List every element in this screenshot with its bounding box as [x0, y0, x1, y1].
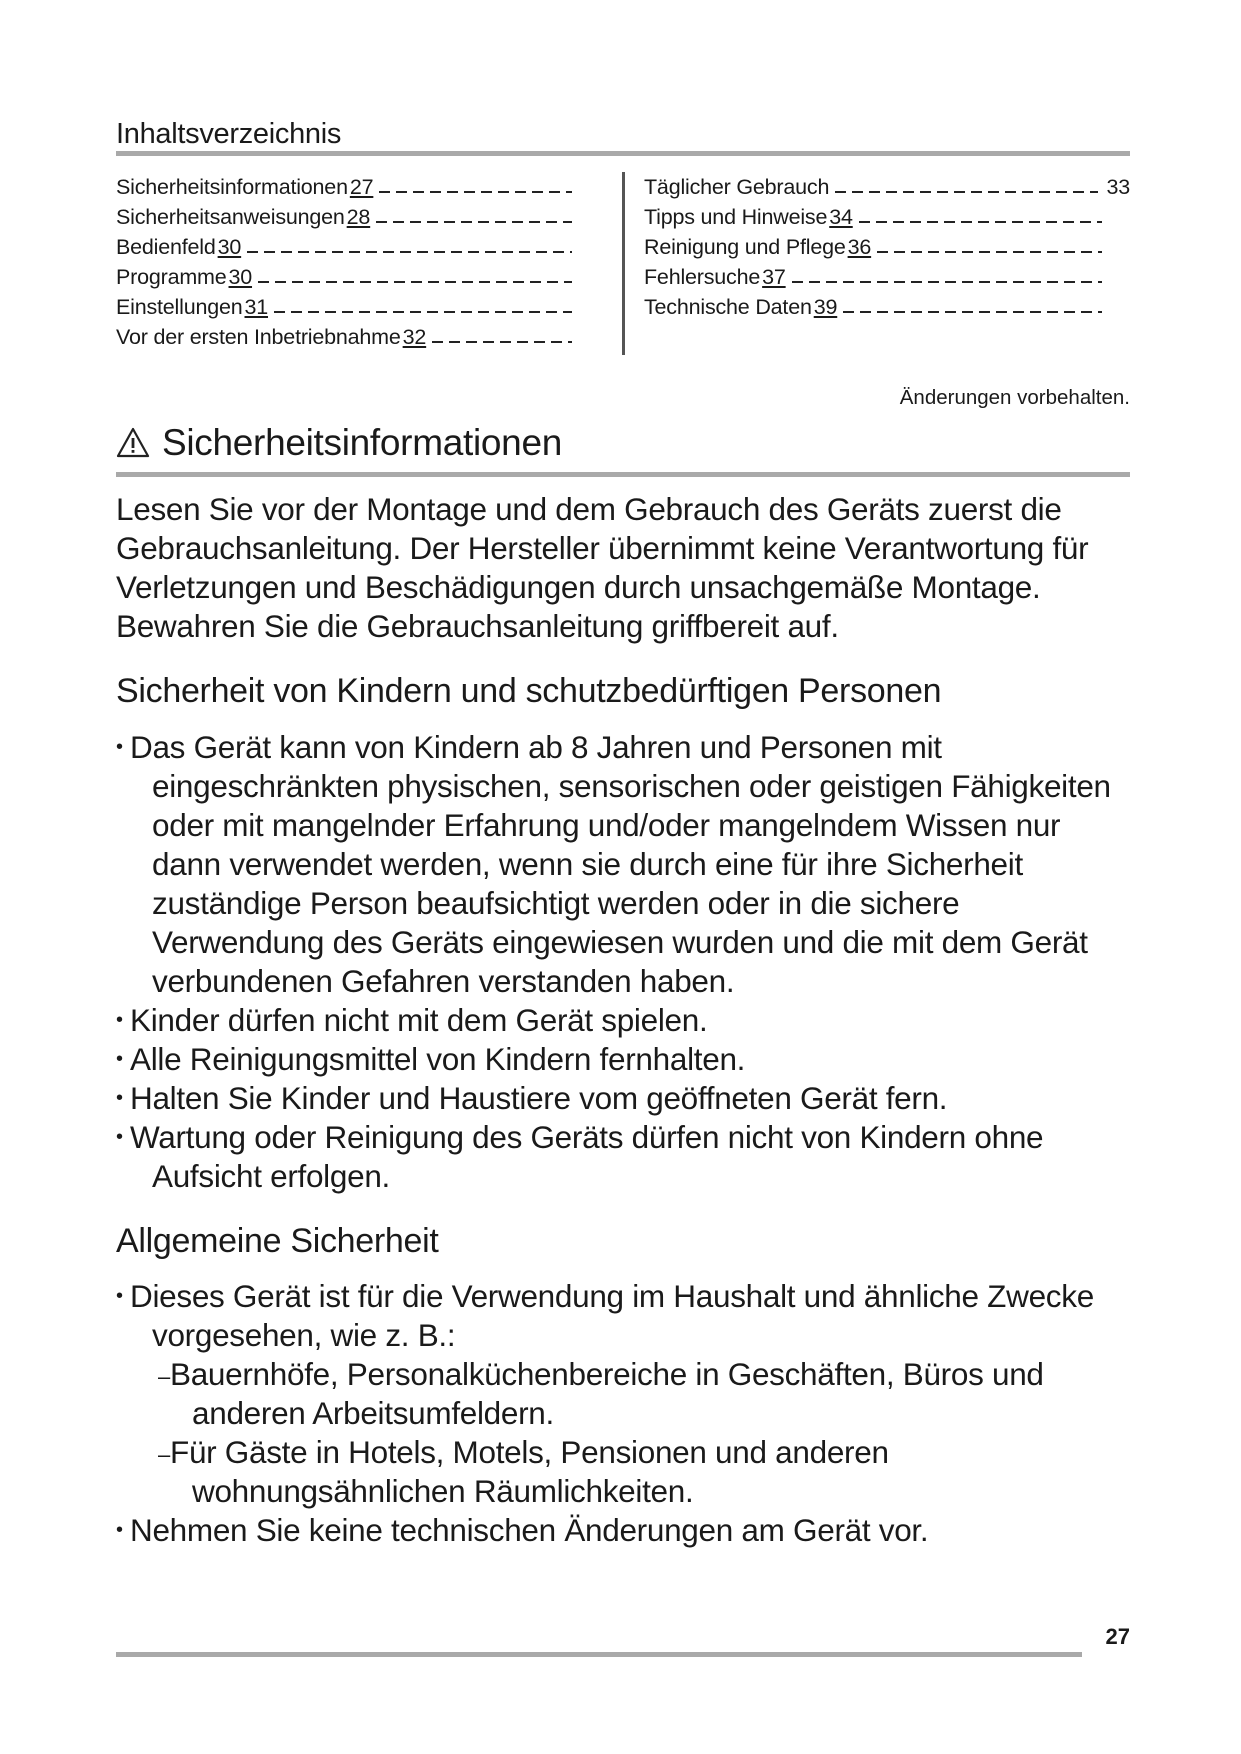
toc-entry-page: 31	[244, 295, 269, 319]
toc-entry-label: Technische Daten	[644, 295, 812, 319]
toc-entry[interactable]	[116, 202, 576, 232]
kids-safety-heading: Sicherheit von Kindern und schutzbedürftigen Personen	[116, 672, 942, 710]
toc-entry-label: Bedienfeld	[116, 235, 216, 259]
list-item: • Halten Sie Kinder und Haustiere vom geöffneten Gerät fern.	[116, 1079, 1130, 1118]
toc-leader	[432, 341, 572, 343]
list-item: • Nehmen Sie keine technischen Änderungen am Gerät vor.	[116, 1511, 1130, 1550]
general-safety-heading: Allgemeine Sicherheit	[116, 1222, 439, 1260]
kids-safety-list	[116, 728, 1130, 1196]
toc-leader	[274, 311, 572, 313]
footer-rule	[116, 1652, 1082, 1657]
toc-leader	[877, 251, 1102, 253]
toc-rule	[116, 151, 1130, 156]
list-item: • Wartung oder Reinigung des Geräts dürfen nicht von Kindern ohne Aufsicht erfolgen.	[116, 1118, 1130, 1196]
toc-entry-page: 30	[228, 265, 253, 289]
sub-list-item: – Bauernhöfe, Personalküchenbereiche in Geschäften, Büros und anderen Arbeitsumfeldern.	[152, 1355, 1130, 1433]
toc-entry-label: Sicherheitsanweisungen	[116, 205, 345, 229]
toc-right-column	[644, 172, 1130, 322]
toc-leader	[859, 221, 1102, 223]
toc-entry[interactable]	[644, 232, 1130, 262]
toc-entry-page: 33	[1106, 175, 1130, 199]
page	[116, 0, 1130, 1754]
section-rule	[116, 472, 1130, 477]
toc-entry[interactable]	[116, 232, 576, 262]
list-item: • Dieses Gerät ist für die Verwendung im Haushalt und ähnliche Zwecke vorgesehen, wie z. B.: – Bauernhöfe, Personalküchenbereiche in Geschäften, Büros und anderen Arbeitsumfeldern. – Für Gäste in Hotels, Motels, Pensionen und anderen wohnungsähnlichen Räumlichkeiten.	[116, 1277, 1130, 1511]
toc-leader	[376, 221, 572, 223]
toc-entry-page: 32	[402, 325, 427, 349]
list-item: • Das Gerät kann von Kindern ab 8 Jahren und Personen mit eingeschränkten physischen, sensorischen oder geistigen Fähigkeiten oder mit mangelnder Erfahrung und/oder mangelndem Wissen nur dann verwendet werden, wenn sie durch eine für ihre Sicherheit zuständige Person beaufsichtigt werden oder in die sichere Verwendung des Geräts eingewiesen wurden und die mit dem Gerät verbundenen Gefahren verstanden haben.	[116, 728, 1130, 1001]
toc-entry[interactable]	[644, 202, 1130, 232]
toc-entry[interactable]	[116, 172, 576, 202]
toc-leader	[247, 251, 572, 253]
toc-entry-page: 39	[813, 295, 838, 319]
toc-entry-label: Täglicher Gebrauch	[644, 175, 830, 199]
toc-entry-page: 34	[829, 205, 853, 229]
toc-leader	[835, 191, 1098, 193]
toc-entry-label: Einstellungen	[116, 295, 243, 319]
sub-list	[152, 1355, 1130, 1511]
toc-entry-label: Programme	[116, 265, 227, 289]
toc-entry[interactable]	[644, 262, 1130, 292]
toc-entry[interactable]	[644, 292, 1130, 322]
toc-leader	[843, 311, 1102, 313]
toc-entry-label: Tipps und Hinweise	[644, 205, 828, 229]
sub-list-item: – Für Gäste in Hotels, Motels, Pensionen und anderen wohnungsähnlichen Räumlichkeiten.	[152, 1433, 1130, 1511]
toc-entry[interactable]	[116, 262, 576, 292]
toc-entry[interactable]	[644, 172, 1130, 202]
list-item: • Alle Reinigungsmittel von Kindern fernhalten.	[116, 1040, 1130, 1079]
toc-leader	[258, 281, 572, 283]
toc-entry-page: 28	[346, 205, 371, 229]
toc-column-divider	[622, 172, 625, 355]
changes-note: Änderungen vorbehalten.	[899, 386, 1130, 409]
toc-entry[interactable]	[116, 322, 576, 352]
intro-paragraph: Lesen Sie vor der Montage und dem Gebrauch des Geräts zuerst die Gebrauchsanleitung. Der Hersteller übernimmt keine Verantwortung für Verletzungen und Beschädigungen durch unsachgemäße Montage. Bewahren Sie die Gebrauchsanleitung griffbereit auf.	[116, 491, 1089, 644]
section-title	[116, 422, 562, 464]
toc-entry-page: 37	[762, 265, 786, 289]
toc-leader	[379, 191, 572, 193]
toc-entry[interactable]	[116, 292, 576, 322]
general-safety-list	[116, 1277, 1130, 1550]
toc-left-column	[116, 172, 576, 352]
toc-entry-page: 30	[217, 235, 242, 259]
toc-entry-page: 36	[847, 235, 872, 259]
toc-entry-label: Fehlersuche	[644, 265, 761, 289]
toc-entry-label: Vor der ersten Inbetriebnahme	[116, 325, 401, 349]
warning-icon	[116, 427, 150, 459]
list-item: • Kinder dürfen nicht mit dem Gerät spielen.	[116, 1001, 1130, 1040]
page-number: 27	[1105, 1624, 1130, 1649]
toc-title: Inhaltsverzeichnis	[116, 118, 342, 150]
toc-entry-label: Sicherheitsinformationen	[116, 175, 348, 199]
toc-leader	[792, 281, 1102, 283]
toc-entry-label: Reinigung und Pflege	[644, 235, 846, 259]
toc-entry-page: 27	[349, 175, 374, 199]
section-title-text: Sicherheitsinformationen	[162, 422, 563, 463]
